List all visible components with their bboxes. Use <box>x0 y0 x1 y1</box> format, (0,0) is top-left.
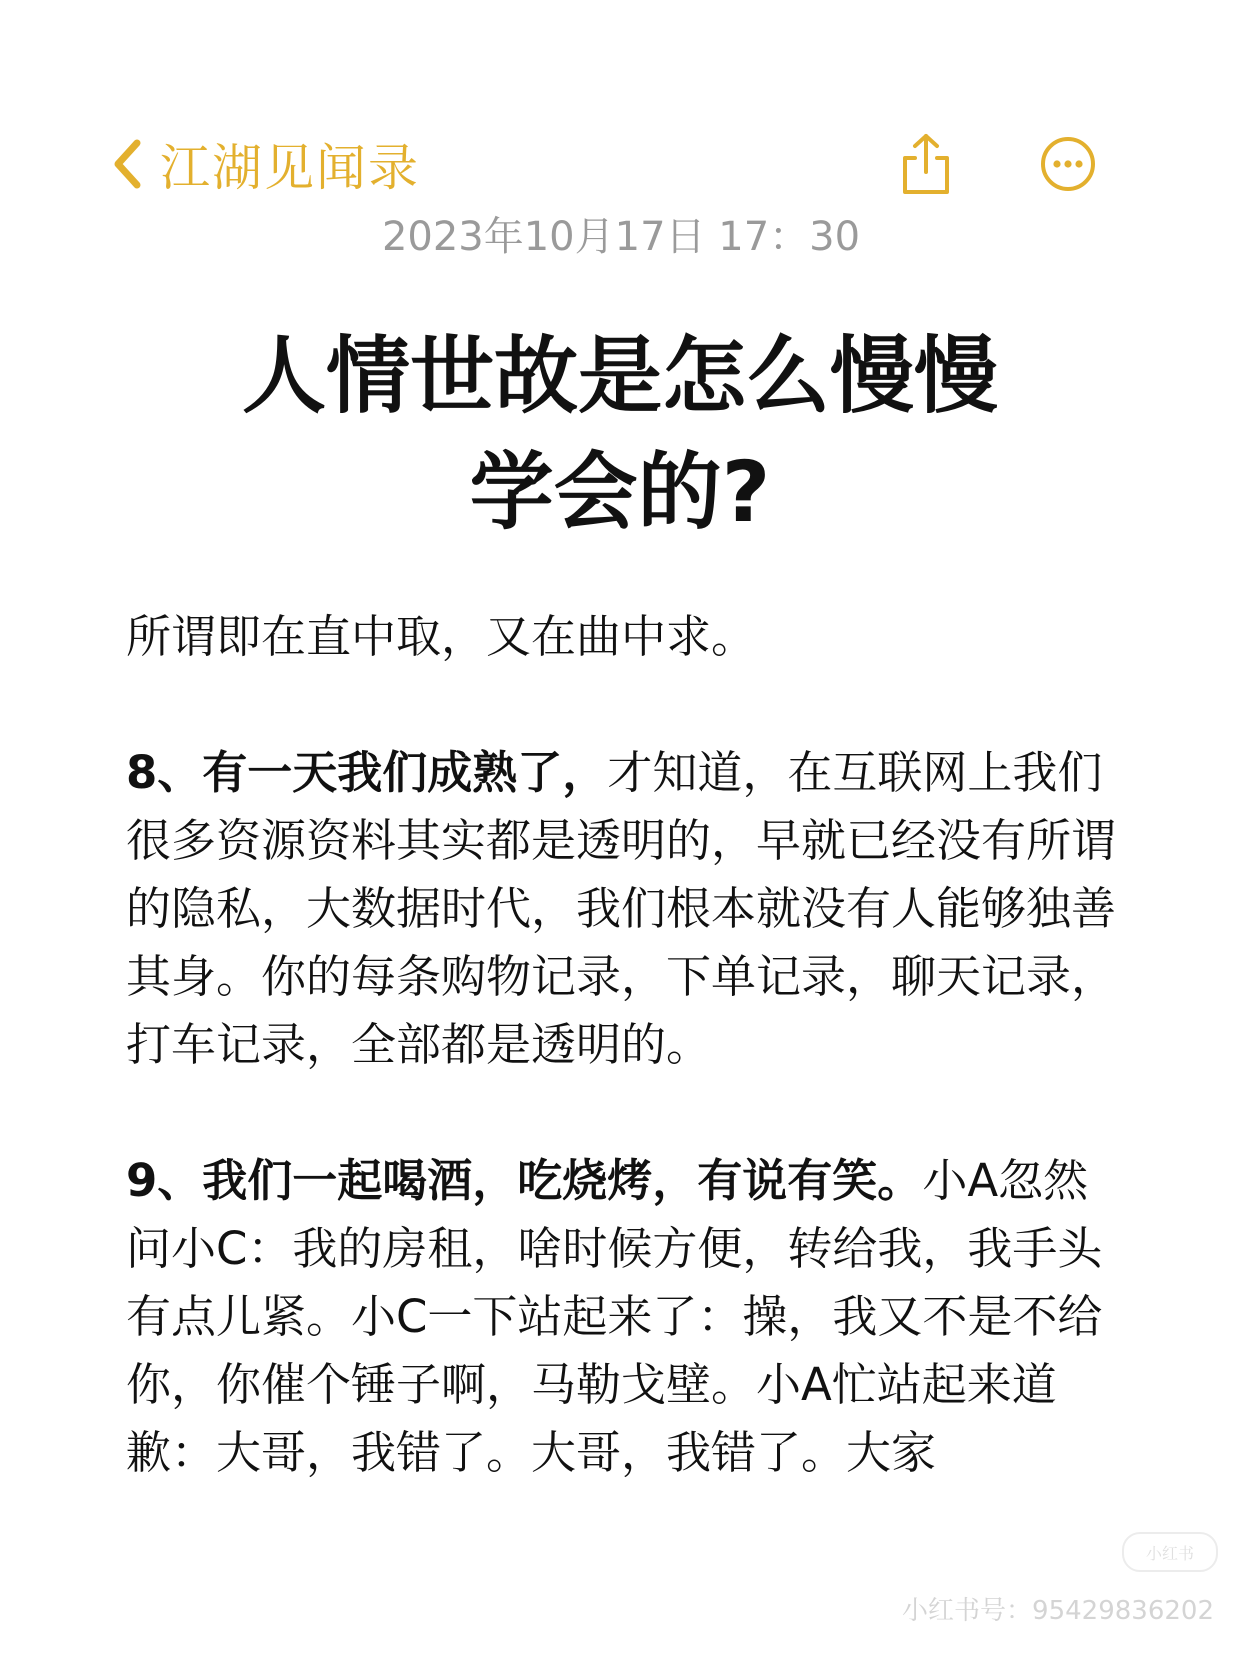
paragraph-9 <box>126 1147 1126 1487</box>
more-options-button[interactable] <box>1032 128 1104 200</box>
back-button[interactable] <box>112 128 420 200</box>
watermark-logo: 小红书 <box>1122 1532 1218 1572</box>
paragraph-8-text: 才知道，在互联网上我们很多资源资料其实都是透明的，早就已经没有所谓的隐私，大数据时代，我们根本就没有人能够独善其身。你的每条购物记录，下单记录，聊天记录，打车记录，全部都是透明的。 <box>126 746 1117 1071</box>
navigation-bar <box>0 0 1242 220</box>
paragraph-8 <box>126 739 1126 1079</box>
paragraph-9-heading: 9、我们一起喝酒，吃烧烤，有说有笑。 <box>126 1154 923 1207</box>
share-icon <box>899 132 953 196</box>
note-title-line-1: 人情世故是怎么慢慢 <box>241 327 998 425</box>
note-body <box>126 603 1126 1487</box>
note-title-line-2: 学会的? <box>469 443 771 541</box>
watermark-id: 小红书号：95429836202 <box>902 1596 1214 1626</box>
note-title <box>120 318 1120 550</box>
paragraph-8-heading: 8、有一天我们成熟了， <box>126 746 608 799</box>
more-icon <box>1040 136 1096 192</box>
note-timestamp: 2023年10月17日 17：30 <box>381 214 861 260</box>
share-button[interactable] <box>890 128 962 200</box>
back-label: 江湖见闻录 <box>160 139 420 197</box>
paragraph-9-text: 小A忽然问小C：我的房租，啥时候方便，转给我，我手头有点儿紧。小C一下站起来了：操，我又不是不给你，你催个锤子啊，马勒戈壁。小A忙站起来道歉：大哥，我错了。大哥，我错了。大家 <box>126 1154 1103 1479</box>
paragraph-intro-text: 所谓即在直中取，又在曲中求。 <box>126 610 757 663</box>
chevron-left-icon <box>112 139 142 189</box>
paragraph-intro <box>126 603 1126 671</box>
